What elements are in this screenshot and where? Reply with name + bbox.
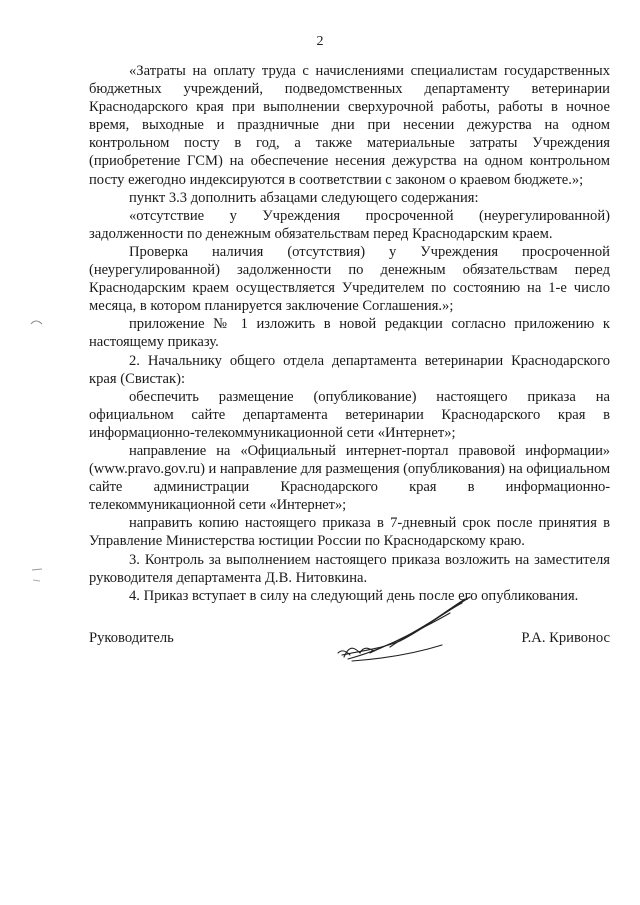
paragraph-publish-site: обеспечить размещение (опубликование) настоящего приказа на официальном сайте департамента ветеринарии Краснодарского края в информационно-телекоммуникационной сети «Интернет»; (89, 388, 610, 441)
paragraph-publish-portal: направление на «Официальный интернет-портал правовой информации» (www.pravo.gov.ru) и направление для размещения (опубликования) на официальном сайте администрации Краснодарского края в информационно-телекоммуникационной сети «Интернет»; (89, 442, 610, 514)
document-body (89, 62, 610, 605)
signatory-role: Руководитель (89, 630, 174, 646)
page-number: 2 (316, 34, 324, 49)
signatory-name: Р.А. Кривонос (521, 630, 610, 646)
paragraph-item-4: 4. Приказ вступает в силу на следующий день после его опубликования. (129, 587, 579, 604)
paragraph-appendix-1: приложение № 1 изложить в новой редакции согласно приложению к настоящему приказу. (89, 316, 610, 351)
paragraph-copy-ministry: направить копию настоящего приказа в 7-дневный срок после принятия в Управление Министерства юстиции России по Краснодарскому краю. (89, 515, 610, 550)
margin-mark-icon (30, 318, 44, 328)
paragraph-item-3: 3. Контроль за выполнением настоящего приказа возложить на заместителя руководителя департамента Д.В. Нитовкина. (89, 551, 610, 586)
handwritten-signature (330, 593, 480, 668)
paragraph-item-2: 2. Начальнику общего отдела департамента ветеринарии Краснодарского края (Свистак): (89, 352, 610, 387)
margin-mark-icon (30, 566, 44, 586)
paragraph-no-debt: «отсутствие у Учреждения просроченной (неурегулированной) задолженности по денежным обязательствам перед Краснодарским краем. (89, 207, 610, 242)
paragraph-item-3-3: пункт 3.3 дополнить абзацами следующего содержания: (129, 189, 479, 206)
paragraph-debt-check: Проверка наличия (отсутствия) у Учреждения просроченной (неурегулированной) задолженности по денежным обязательствам перед Краснодарским краем осуществляется Учредителем по состоянию на 1-е число месяца, в котором планируется заключение Соглашения.»; (89, 243, 610, 315)
paragraph-costs-clause: «Затраты на оплату труда с начислениями специалистам государственных бюджетных учреждений, подведомственных департаменту ветеринарии Краснодарского края при выполнении сверхурочной работы, работы в ночное время, выходные и праздничные дни при несении дежурства на одном контрольном посту в год, а также материальные затраты Учреждения (приобретение ГСМ) на обеспечение несения дежурства на одном контрольном посту ежегодно индексируются в соответствии с законом о краевом бюджете.»; (89, 63, 610, 188)
